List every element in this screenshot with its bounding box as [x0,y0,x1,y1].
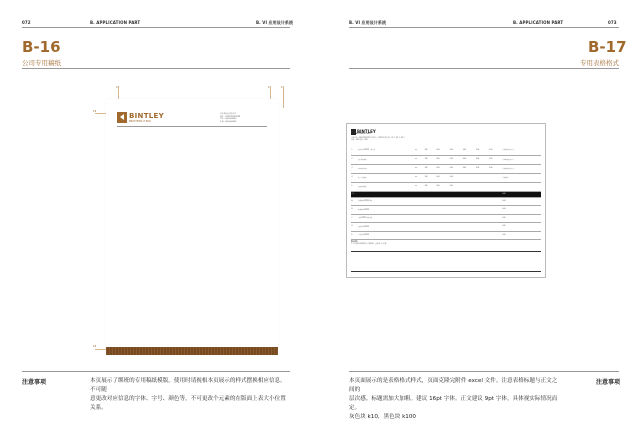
table-cell: 0.00 [502,206,541,215]
table-cell: C [351,214,358,223]
table-cell: 0.00 [502,231,541,240]
table-cell: 材料采购成本 [358,164,415,173]
table-cell: 2 [351,155,358,164]
table-row [351,231,541,240]
table-row [351,206,541,215]
table-cell: 项目名称 XXXXX 一期工程 [358,146,415,155]
table-cell: 0.00 [489,164,502,173]
form-logo [351,129,376,135]
table-cell: 详细说明文字内容 [502,146,541,155]
table-cell: 0.00 [436,164,449,173]
table-row [351,223,541,232]
left-header-rule [22,27,290,28]
table-cell: 0.00 [489,155,502,164]
table-cell: 0.00 [462,164,475,173]
description-line: 灰色块 k10，黑色块 k100 [349,414,416,420]
left-subtitle-rule [22,68,290,69]
table-row [351,146,541,155]
table-cell: B [351,206,358,215]
right-description [349,377,559,422]
table-cell: m² [415,164,424,173]
table-cell: 0.00 [449,146,462,155]
table-cell: 100 [424,164,436,173]
table-cell: 0.00 [449,173,462,182]
table-cell: 施工人员费用 [358,173,415,182]
table-cell: 利润 XXXXX 说明文字 [358,214,502,223]
contact-line: 地址：XXXXXXXXXXXX [220,115,241,118]
table-cell: 0.00 [476,164,489,173]
table-cell: 其他说明 XXXXX [358,223,502,232]
letterhead-contact [220,113,240,123]
table-cell: 0.00 [436,155,449,164]
table-cell: 0.00 [476,155,489,164]
table-cell: 0.00 [502,214,541,223]
table-cell: m² [415,173,424,182]
contact-line: 传真：000-000000 [220,120,237,123]
guide-label: 18 [93,110,97,113]
table-cell: 0.00 [502,197,541,206]
table-cell: 4 [351,173,358,182]
form-remarks [351,242,388,247]
right-header-rule [349,27,619,28]
contact-line: 电话：000-000000 [220,118,237,121]
table-cell: 详细说明文字内容 [502,164,541,173]
guide-label: 10 [281,86,285,89]
left-bottom-rule [22,371,290,372]
table-cell [489,182,502,191]
right-header-system: B. VI 应用设计系统 [349,20,387,25]
total-value: 0.00 [502,191,541,197]
table-cell: 0.00 [489,146,502,155]
table-cell: m² [415,182,424,191]
form-meta [351,138,405,143]
table-cell [502,182,541,191]
table-cell: 0.00 [449,164,462,173]
right-note-label: 注意事项 [596,379,621,386]
table-cell [476,182,489,191]
table-cell: 详细说明文字内容 [502,155,541,164]
left-note-label: 注意事项 [22,379,47,386]
form-table [351,146,541,240]
table-row [351,164,541,173]
guide-label: 10 [268,86,272,89]
table-cell: 100 [424,146,436,155]
table-cell: 100 [424,173,436,182]
guide-label: 18 [93,345,97,348]
remarks-title: 备注说明 [351,242,358,243]
table-cell: 0.00 [462,146,475,155]
table-row [351,214,541,223]
table-cell: 0.00 [436,182,449,191]
meta-line: 表格名称：XXXXXXXXXX 编制部门：XXXX 编制日期：XX 年 XX 月 XX 日 [351,138,406,139]
table-cell: 设计费用说明 [358,155,415,164]
table-row [351,197,541,206]
table-cell: 0.00 [462,155,475,164]
table-cell: 详细说明 [502,173,541,182]
table-row [351,173,541,182]
table-cell: 0.00 [436,146,449,155]
table-cell: 税费说明 XXXXX [358,206,502,215]
table-form-template [346,123,546,278]
table-cell: 0.00 [436,173,449,182]
table-cell [462,173,475,182]
table-cell: 其他费用说明 [358,182,415,191]
letterhead-footer-bar [106,347,278,355]
table-cell: 5 [351,182,358,191]
table-cell: m² [415,155,424,164]
description-line: 本页展示了绑班的专用稿纸模版。使用时请视根本页展示的样式摆换相应信息。不可随 [90,378,286,393]
table-cell [489,173,502,182]
letterhead-tagline: BROTHERS-IT BOX [129,119,151,123]
description-line: 本页面展示的是表格格式样式，页面克隆完附件 excel 文件。注意表格标题与正文之间的 [349,378,558,393]
table-cell: E [351,231,358,240]
right-section-subtitle: 专用表格格式 [580,59,619,67]
right-header-part: B. APPLICATION PART [513,20,564,25]
table-cell: 1 [351,146,358,155]
table-cell: 0.00 [476,146,489,155]
table-cell: 100 [424,155,436,164]
table-cell: 管理费用 XXXXX 说明 [358,197,502,206]
bintley-logo-icon [117,112,127,123]
description-line: 意更改对应信息的字体、字号、颜色等。不可更改个元素的在版面上表大小位置关系。 [90,396,286,411]
table-cell: m² [415,146,424,155]
table-row [351,155,541,164]
total-label: 合计 [351,191,424,197]
contact-line: 本特利家具有限公司 [220,113,237,115]
right-subtitle-rule [349,68,619,69]
table-cell: 工程总价 XXXXX [358,231,502,240]
table-cell [462,182,475,191]
left-section-subtitle: 公司专用稿纸 [22,59,61,67]
form-brand: BINTLEY [357,128,376,134]
left-page-number: 072 [22,20,31,25]
table-cell: 3 [351,164,358,173]
meta-line: 审核：XXX 批准：XXX [351,140,368,142]
table-cell: D [351,223,358,232]
right-bottom-rule [349,371,619,372]
left-header-part: B. APPLICATION PART [90,20,141,25]
table-cell: 0.00 [449,182,462,191]
table-cell: 0.00 [502,223,541,232]
remarks-text: 1. 本表格所列价格均为含税价格，具体以合同为准。 [351,244,389,246]
form-tagline: BROTHERS-IT BOX [356,133,371,135]
left-description [90,377,290,413]
table-row [351,182,541,191]
letterhead-logo [117,112,164,123]
letterhead-template [106,99,278,355]
description-line: 层次感。标题需加大加粗。建议 16pt 字体。正文建议 9pt 字体。具体视实际情况而定。 [349,396,558,411]
table-cell: 100 [424,182,436,191]
table-cell: A [351,197,358,206]
guide-label: 18 [116,86,120,89]
table-cell: 0.00 [449,155,462,164]
left-header-system: B. VI 应用设计系统 [256,20,294,25]
table-cell [476,173,489,182]
letterhead-brand: BINTLEY [129,111,164,120]
right-page-number: 073 [608,20,617,25]
left-section-code: B-16 [22,38,61,56]
right-section-code: B-17 [588,38,627,56]
